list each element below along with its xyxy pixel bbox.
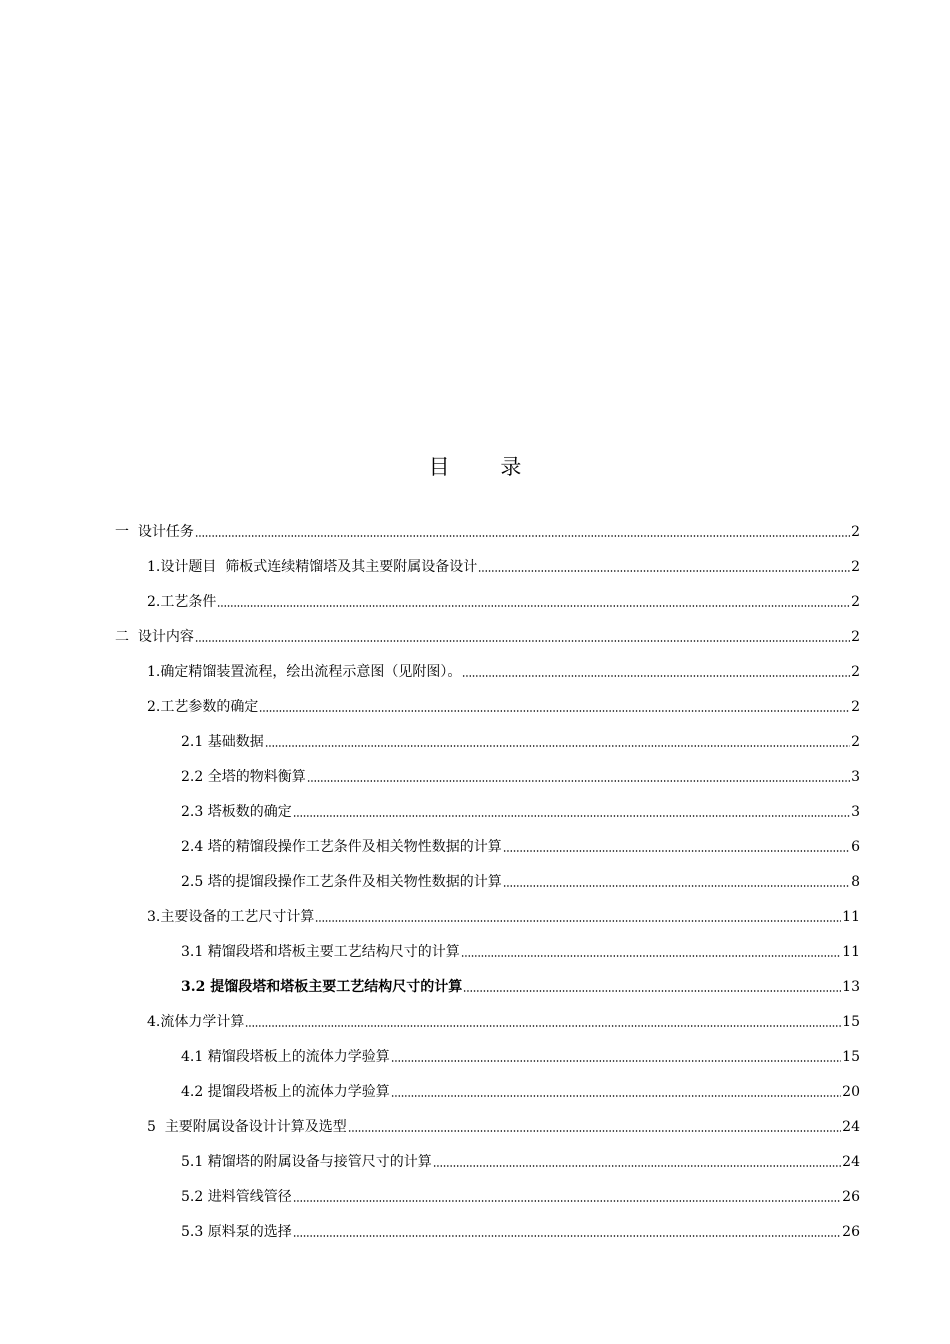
toc-dot-leader bbox=[433, 1164, 841, 1168]
toc-dot-leader bbox=[391, 1059, 841, 1063]
toc-dot-leader bbox=[195, 534, 850, 538]
toc-entry-text: 2.2 全塔的物料衡算 bbox=[181, 769, 306, 785]
toc-entry[interactable] bbox=[0, 506, 860, 541]
toc-entry[interactable] bbox=[0, 1206, 860, 1241]
toc-entry-text: 2.5 塔的提馏段操作工艺条件及相关物性数据的计算 bbox=[181, 874, 502, 890]
toc-dot-leader bbox=[293, 1234, 841, 1238]
toc-page-number: 15 bbox=[842, 1014, 860, 1030]
toc-dot-leader bbox=[293, 814, 850, 818]
toc-entry-text: 2.工艺条件 bbox=[147, 594, 217, 610]
toc-page-number: 3 bbox=[851, 769, 860, 785]
toc-page-number: 26 bbox=[842, 1189, 860, 1205]
toc-entry-text: 3.2 提馏段塔和塔板主要工艺结构尺寸的计算 bbox=[181, 979, 463, 995]
toc-dot-leader bbox=[461, 954, 841, 958]
toc-entry[interactable] bbox=[0, 1066, 860, 1101]
toc-entry-text: 3.1 精馏段塔和塔板主要工艺结构尺寸的计算 bbox=[181, 944, 460, 960]
toc-entry-text: 5.2 进料管线管径 bbox=[181, 1189, 292, 1205]
table-of-contents bbox=[0, 506, 950, 1241]
toc-entry[interactable] bbox=[0, 961, 860, 996]
toc-entry[interactable] bbox=[0, 751, 860, 786]
toc-page-number: 2 bbox=[851, 594, 860, 610]
toc-entry[interactable] bbox=[0, 786, 860, 821]
toc-entry[interactable] bbox=[0, 1136, 860, 1171]
toc-page-number: 6 bbox=[851, 839, 860, 855]
toc-dot-leader bbox=[503, 884, 850, 888]
toc-page-number: 2 bbox=[851, 699, 860, 715]
toc-dot-leader bbox=[315, 919, 841, 923]
toc-entry-text: 2.3 塔板数的确定 bbox=[181, 804, 292, 820]
toc-page-number: 24 bbox=[842, 1119, 860, 1135]
toc-entry[interactable] bbox=[0, 681, 860, 716]
toc-entry[interactable] bbox=[0, 576, 860, 611]
toc-page-number: 26 bbox=[842, 1224, 860, 1240]
toc-dot-leader bbox=[463, 989, 841, 993]
toc-title: 目 录 bbox=[428, 455, 544, 479]
toc-entry[interactable] bbox=[0, 891, 860, 926]
toc-page-number: 2 bbox=[851, 559, 860, 575]
toc-dot-leader bbox=[307, 779, 850, 783]
toc-page-number: 15 bbox=[842, 1049, 860, 1065]
toc-entry-text: 5 主要附属设备设计计算及选型 bbox=[147, 1119, 347, 1135]
toc-page-number: 11 bbox=[842, 909, 860, 925]
toc-entry-text: 4.2 提馏段塔板上的流体力学验算 bbox=[181, 1084, 390, 1100]
toc-entry[interactable] bbox=[0, 1101, 860, 1136]
toc-dot-leader bbox=[391, 1094, 841, 1098]
toc-dot-leader bbox=[293, 1199, 841, 1203]
toc-page-number: 24 bbox=[842, 1154, 860, 1170]
toc-entry[interactable] bbox=[0, 996, 860, 1031]
toc-dot-leader bbox=[259, 709, 850, 713]
toc-entry-text: 4.1 精馏段塔板上的流体力学验算 bbox=[181, 1049, 390, 1065]
toc-page-number: 2 bbox=[851, 734, 860, 750]
toc-dot-leader bbox=[348, 1129, 841, 1133]
toc-page-number: 2 bbox=[851, 629, 860, 645]
toc-dot-leader bbox=[265, 744, 850, 748]
toc-page-number: 3 bbox=[851, 804, 860, 820]
toc-entry[interactable] bbox=[0, 716, 860, 751]
toc-dot-leader bbox=[195, 639, 850, 643]
toc-page-number: 2 bbox=[851, 664, 860, 680]
toc-entry-text: 3.主要设备的工艺尺寸计算 bbox=[147, 909, 315, 925]
toc-page-number: 8 bbox=[851, 874, 860, 890]
toc-page-number: 13 bbox=[842, 979, 860, 995]
toc-entry[interactable] bbox=[0, 541, 860, 576]
toc-entry-text: 4.流体力学计算 bbox=[147, 1014, 245, 1030]
toc-entry[interactable] bbox=[0, 1031, 860, 1066]
toc-dot-leader bbox=[462, 674, 850, 678]
toc-entry[interactable] bbox=[0, 821, 860, 856]
toc-entry-text: 1.设计题目 筛板式连续精馏塔及其主要附属设备设计 bbox=[147, 559, 478, 575]
toc-entry-text: 2.1 基础数据 bbox=[181, 734, 264, 750]
toc-dot-leader bbox=[503, 849, 850, 853]
toc-entry-text: 一 设计任务 bbox=[115, 524, 194, 540]
toc-page-number: 11 bbox=[842, 944, 860, 960]
toc-entry[interactable] bbox=[0, 646, 860, 681]
toc-entry-text: 5.3 原料泵的选择 bbox=[181, 1224, 292, 1240]
toc-entry[interactable] bbox=[0, 856, 860, 891]
toc-dot-leader bbox=[245, 1024, 841, 1028]
toc-entry-text: 1.确定精馏装置流程，绘出流程示意图（见附图）。 bbox=[147, 664, 462, 680]
toc-entry-text: 2.工艺参数的确定 bbox=[147, 699, 259, 715]
toc-entry[interactable] bbox=[0, 1171, 860, 1206]
toc-entry[interactable] bbox=[0, 611, 860, 646]
toc-page-number: 2 bbox=[851, 524, 860, 540]
toc-entry-text: 2.4 塔的精馏段操作工艺条件及相关物性数据的计算 bbox=[181, 839, 502, 855]
toc-entry-text: 5.1 精馏塔的附属设备与接管尺寸的计算 bbox=[181, 1154, 432, 1170]
toc-dot-leader bbox=[217, 604, 850, 608]
toc-entry-text: 二 设计内容 bbox=[115, 629, 194, 645]
toc-entry[interactable] bbox=[0, 926, 860, 961]
toc-dot-leader bbox=[478, 569, 850, 573]
toc-page-number: 20 bbox=[842, 1084, 860, 1100]
